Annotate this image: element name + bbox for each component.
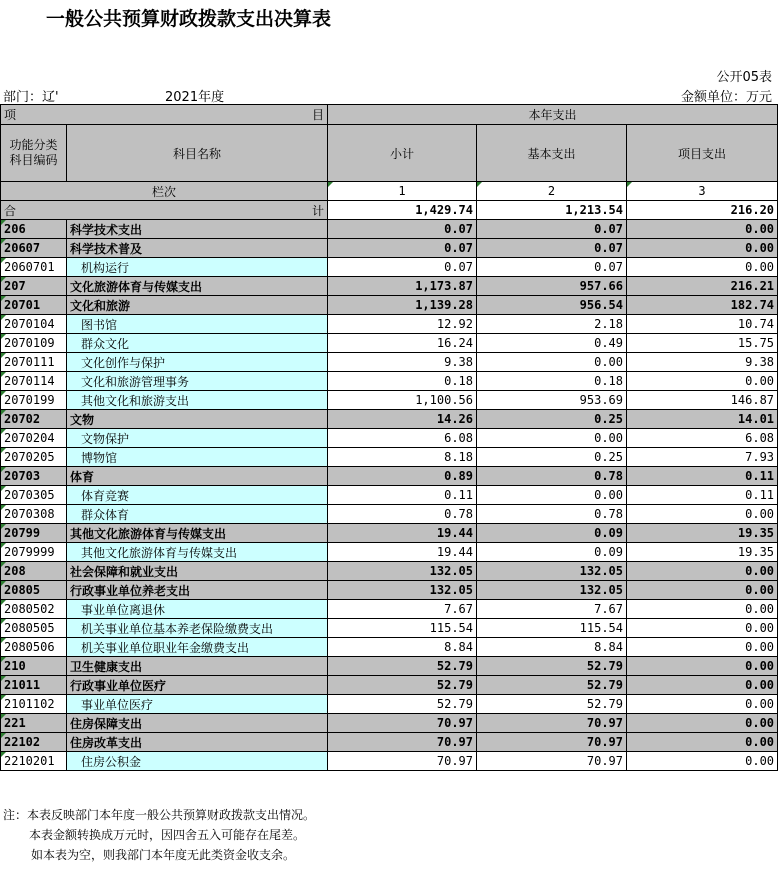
row-basic: 0.07 xyxy=(477,239,627,258)
row-subject-name: 行政事业单位医疗 xyxy=(67,676,328,695)
row-project: 19.35 xyxy=(627,524,778,543)
row-subject-name: 其他文化旅游体育与传媒支出 xyxy=(67,543,328,562)
table-row xyxy=(1,220,778,239)
header-project: 项目支出 xyxy=(627,125,778,182)
row-code: 20799 xyxy=(1,524,67,543)
row-project: 182.74 xyxy=(627,296,778,315)
total-row xyxy=(1,201,778,220)
header-current-exp: 本年支出 xyxy=(328,105,778,125)
row-subject-name: 图书馆 xyxy=(67,315,328,334)
table-row xyxy=(1,429,778,448)
row-basic: 0.49 xyxy=(477,334,627,353)
row-subject-name: 其他文化旅游体育与传媒支出 xyxy=(67,524,328,543)
header-row-3 xyxy=(1,182,778,201)
row-subject-name: 群众体育 xyxy=(67,505,328,524)
row-subtotal: 0.78 xyxy=(328,505,477,524)
note-1: 注：本表反映部门本年度一般公共预算财政拨款支出情况。 xyxy=(3,808,316,822)
row-subtotal: 0.07 xyxy=(328,258,477,277)
row-subtotal: 52.79 xyxy=(328,695,477,714)
row-project: 0.00 xyxy=(627,714,778,733)
row-subject-name: 文化和旅游管理事务 xyxy=(67,372,328,391)
row-subject-name: 行政事业单位养老支出 xyxy=(67,581,328,600)
row-basic: 52.79 xyxy=(477,695,627,714)
table-row xyxy=(1,752,778,771)
row-project: 7.93 xyxy=(627,448,778,467)
table-row xyxy=(1,676,778,695)
row-code: 20702 xyxy=(1,410,67,429)
row-project: 0.00 xyxy=(627,733,778,752)
row-basic: 957.66 xyxy=(477,277,627,296)
row-subtotal: 12.92 xyxy=(328,315,477,334)
row-subtotal: 0.18 xyxy=(328,372,477,391)
row-code: 21011 xyxy=(1,676,67,695)
row-subtotal: 7.67 xyxy=(328,600,477,619)
row-project: 0.00 xyxy=(627,600,778,619)
fiscal-year: 2021年度 xyxy=(165,90,225,105)
row-subtotal: 19.44 xyxy=(328,524,477,543)
row-basic: 52.79 xyxy=(477,676,627,695)
header-row-1 xyxy=(1,105,778,125)
department-label: 部门：辽' xyxy=(3,90,59,105)
row-subject-name: 卫生健康支出 xyxy=(67,657,328,676)
row-subject-name: 事业单位医疗 xyxy=(67,695,328,714)
row-project: 0.00 xyxy=(627,676,778,695)
row-subtotal: 0.07 xyxy=(328,220,477,239)
row-subject-name: 机关事业单位职业年金缴费支出 xyxy=(67,638,328,657)
row-project: 0.00 xyxy=(627,638,778,657)
table-row xyxy=(1,600,778,619)
header-subject-name: 科目名称 xyxy=(67,125,328,182)
row-subject-name: 文化和旅游 xyxy=(67,296,328,315)
row-basic: 70.97 xyxy=(477,752,627,771)
row-basic: 7.67 xyxy=(477,600,627,619)
table-row xyxy=(1,391,778,410)
row-basic: 115.54 xyxy=(477,619,627,638)
row-basic: 0.18 xyxy=(477,372,627,391)
col-number-2: 2 xyxy=(477,182,627,201)
row-code: 20703 xyxy=(1,467,67,486)
row-subject-name: 机构运行 xyxy=(67,258,328,277)
row-subtotal: 70.97 xyxy=(328,752,477,771)
row-code: 2070204 xyxy=(1,429,67,448)
table-row xyxy=(1,714,778,733)
table-row xyxy=(1,448,778,467)
row-code: 2070199 xyxy=(1,391,67,410)
row-subject-name: 社会保障和就业支出 xyxy=(67,562,328,581)
table-row xyxy=(1,581,778,600)
table-row xyxy=(1,258,778,277)
row-subject-name: 文化旅游体育与传媒支出 xyxy=(67,277,328,296)
table-row xyxy=(1,353,778,372)
table-row xyxy=(1,277,778,296)
header-subtotal: 小计 xyxy=(328,125,477,182)
row-code: 221 xyxy=(1,714,67,733)
row-basic: 0.00 xyxy=(477,353,627,372)
row-subtotal: 1,173.87 xyxy=(328,277,477,296)
header-basic: 基本支出 xyxy=(477,125,627,182)
row-project: 0.00 xyxy=(627,581,778,600)
row-code: 2080505 xyxy=(1,619,67,638)
row-code: 2210201 xyxy=(1,752,67,771)
form-number: 公开05表 xyxy=(716,70,772,85)
row-subject-name: 群众文化 xyxy=(67,334,328,353)
row-subtotal: 1,139.28 xyxy=(328,296,477,315)
total-subtotal: 1,429.74 xyxy=(328,201,477,220)
header-item-left: 项 xyxy=(4,108,17,122)
table-row xyxy=(1,733,778,752)
row-subtotal: 52.79 xyxy=(328,657,477,676)
row-code: 2070308 xyxy=(1,505,67,524)
row-project: 9.38 xyxy=(627,353,778,372)
row-project: 19.35 xyxy=(627,543,778,562)
header-item-right: 目 xyxy=(311,108,324,122)
table-row xyxy=(1,410,778,429)
table-row xyxy=(1,505,778,524)
table-row xyxy=(1,619,778,638)
row-project: 0.00 xyxy=(627,619,778,638)
row-subtotal: 132.05 xyxy=(328,581,477,600)
note-3: 如本表为空，则我部门本年度无此类资金收支余。 xyxy=(31,848,296,862)
row-project: 6.08 xyxy=(627,429,778,448)
row-subject-name: 住房公积金 xyxy=(67,752,328,771)
row-project: 0.00 xyxy=(627,695,778,714)
row-subject-name: 文化创作与保护 xyxy=(67,353,328,372)
row-project: 0.00 xyxy=(627,752,778,771)
table-row xyxy=(1,239,778,258)
header-func-code-line1: 功能分类 xyxy=(9,138,58,152)
total-label xyxy=(1,201,328,220)
row-subtotal: 9.38 xyxy=(328,353,477,372)
expenditure-table xyxy=(0,104,778,771)
row-basic: 0.00 xyxy=(477,429,627,448)
row-basic: 2.18 xyxy=(477,315,627,334)
row-basic: 0.78 xyxy=(477,467,627,486)
row-code: 20701 xyxy=(1,296,67,315)
page-title: 一般公共预算财政拨款支出决算表 xyxy=(46,8,332,30)
row-code: 210 xyxy=(1,657,67,676)
table-row xyxy=(1,334,778,353)
row-subject-name: 文物 xyxy=(67,410,328,429)
row-project: 0.11 xyxy=(627,486,778,505)
row-basic: 0.25 xyxy=(477,410,627,429)
row-code: 2079999 xyxy=(1,543,67,562)
header-func-code xyxy=(1,125,67,182)
row-subject-name: 事业单位离退休 xyxy=(67,600,328,619)
row-project: 0.00 xyxy=(627,372,778,391)
row-code: 2101102 xyxy=(1,695,67,714)
row-subtotal: 52.79 xyxy=(328,676,477,695)
row-code: 20805 xyxy=(1,581,67,600)
row-subtotal: 0.11 xyxy=(328,486,477,505)
row-subject-name: 文物保护 xyxy=(67,429,328,448)
table-row xyxy=(1,562,778,581)
row-basic: 0.78 xyxy=(477,505,627,524)
row-basic: 8.84 xyxy=(477,638,627,657)
row-subject-name: 博物馆 xyxy=(67,448,328,467)
row-subtotal: 0.89 xyxy=(328,467,477,486)
total-label-right: 计 xyxy=(311,203,324,218)
row-subtotal: 70.97 xyxy=(328,714,477,733)
row-basic: 0.09 xyxy=(477,524,627,543)
header-item xyxy=(1,105,328,125)
table-row xyxy=(1,486,778,505)
row-subtotal: 70.97 xyxy=(328,733,477,752)
row-subject-name: 住房改革支出 xyxy=(67,733,328,752)
row-project: 0.00 xyxy=(627,220,778,239)
row-code: 2080506 xyxy=(1,638,67,657)
row-project: 0.00 xyxy=(627,239,778,258)
table-row xyxy=(1,657,778,676)
row-code: 2080502 xyxy=(1,600,67,619)
row-subject-name: 住房保障支出 xyxy=(67,714,328,733)
col-number-3: 3 xyxy=(627,182,778,201)
row-subtotal: 14.26 xyxy=(328,410,477,429)
row-basic: 0.07 xyxy=(477,220,627,239)
row-code: 2060701 xyxy=(1,258,67,277)
total-project: 216.20 xyxy=(627,201,778,220)
row-subject-name: 机关事业单位基本养老保险缴费支出 xyxy=(67,619,328,638)
row-subtotal: 0.07 xyxy=(328,239,477,258)
row-code: 2070111 xyxy=(1,353,67,372)
row-basic: 953.69 xyxy=(477,391,627,410)
row-project: 15.75 xyxy=(627,334,778,353)
row-project: 0.00 xyxy=(627,505,778,524)
row-basic: 52.79 xyxy=(477,657,627,676)
col-number-1: 1 xyxy=(328,182,477,201)
row-code: 2070305 xyxy=(1,486,67,505)
row-code: 2070114 xyxy=(1,372,67,391)
row-subtotal: 8.84 xyxy=(328,638,477,657)
note-2: 本表金额转换成万元时，因四舍五入可能存在尾差。 xyxy=(29,828,306,842)
row-code: 2070205 xyxy=(1,448,67,467)
row-project: 10.74 xyxy=(627,315,778,334)
row-project: 146.87 xyxy=(627,391,778,410)
row-basic: 0.25 xyxy=(477,448,627,467)
table-row xyxy=(1,315,778,334)
row-project: 216.21 xyxy=(627,277,778,296)
row-subtotal: 16.24 xyxy=(328,334,477,353)
header-row-2 xyxy=(1,125,778,182)
row-subject-name: 科学技术支出 xyxy=(67,220,328,239)
row-code: 207 xyxy=(1,277,67,296)
row-subject-name: 其他文化和旅游支出 xyxy=(67,391,328,410)
row-project: 0.00 xyxy=(627,258,778,277)
row-subtotal: 8.18 xyxy=(328,448,477,467)
row-subtotal: 6.08 xyxy=(328,429,477,448)
row-basic: 0.09 xyxy=(477,543,627,562)
row-subtotal: 132.05 xyxy=(328,562,477,581)
row-subtotal: 19.44 xyxy=(328,543,477,562)
row-code: 206 xyxy=(1,220,67,239)
row-basic: 0.00 xyxy=(477,486,627,505)
row-code: 2070104 xyxy=(1,315,67,334)
total-label-left: 合 xyxy=(4,203,17,218)
row-project: 0.00 xyxy=(627,562,778,581)
row-subject-name: 体育 xyxy=(67,467,328,486)
table-row xyxy=(1,695,778,714)
row-project: 0.00 xyxy=(627,657,778,676)
header-col-order: 栏次 xyxy=(1,182,328,201)
row-basic: 70.97 xyxy=(477,733,627,752)
row-subtotal: 115.54 xyxy=(328,619,477,638)
total-basic: 1,213.54 xyxy=(477,201,627,220)
notes xyxy=(3,805,315,865)
row-project: 0.11 xyxy=(627,467,778,486)
table-row xyxy=(1,638,778,657)
row-code: 20607 xyxy=(1,239,67,258)
row-code: 208 xyxy=(1,562,67,581)
table-row xyxy=(1,543,778,562)
row-project: 14.01 xyxy=(627,410,778,429)
row-subtotal: 1,100.56 xyxy=(328,391,477,410)
row-basic: 956.54 xyxy=(477,296,627,315)
amount-unit: 金额单位：万元 xyxy=(680,90,772,105)
row-basic: 0.07 xyxy=(477,258,627,277)
table-row xyxy=(1,467,778,486)
row-basic: 132.05 xyxy=(477,581,627,600)
row-code: 2070109 xyxy=(1,334,67,353)
table-row xyxy=(1,372,778,391)
table-row xyxy=(1,524,778,543)
row-basic: 70.97 xyxy=(477,714,627,733)
row-subject-name: 体育竞赛 xyxy=(67,486,328,505)
row-basic: 132.05 xyxy=(477,562,627,581)
header-func-code-line2: 科目编码 xyxy=(9,153,58,167)
row-code: 22102 xyxy=(1,733,67,752)
table-row xyxy=(1,296,778,315)
row-subject-name: 科学技术普及 xyxy=(67,239,328,258)
